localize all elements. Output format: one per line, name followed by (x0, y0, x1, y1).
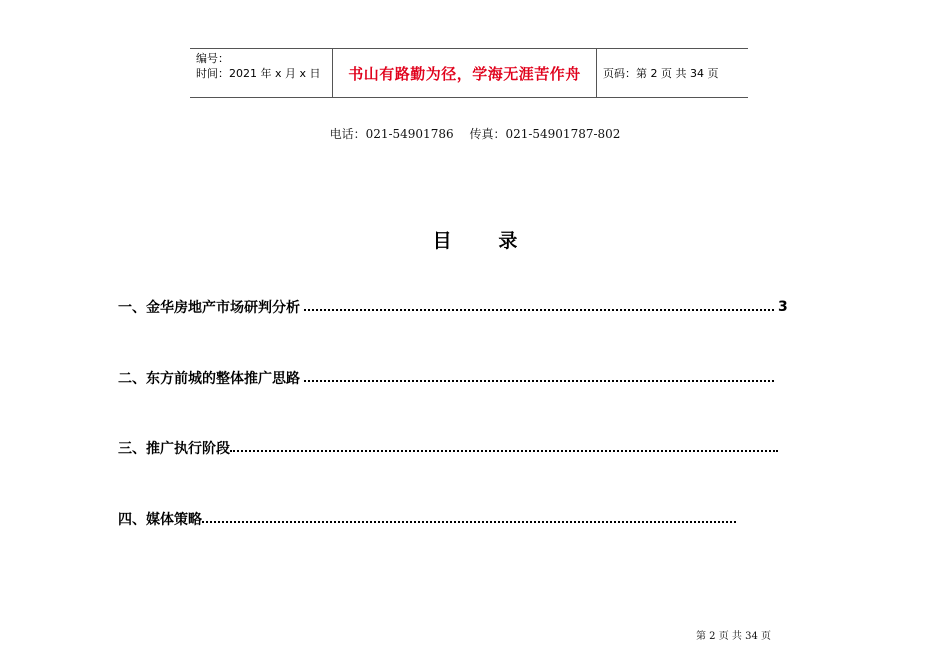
header-meta-cell (190, 49, 333, 97)
header-motto-cell (333, 49, 597, 97)
toc-title-right: 录 (498, 230, 518, 252)
toc-entry-label: 一、金华房地产市场研判分析 (118, 300, 300, 316)
header-page-cell (597, 49, 748, 97)
document-date: 时间：2021 年 x 月 x 日 (196, 67, 321, 80)
contact-line (0, 125, 950, 142)
toc-entry-leader (230, 450, 778, 452)
toc-entry[interactable] (118, 438, 782, 458)
contact-fax: 传真：021-54901787-802 (469, 127, 621, 141)
document-header (190, 48, 748, 98)
header-motto: 书山有路勤为径，学海无涯苦作舟 (348, 64, 581, 83)
toc-entry-label: 三、推广执行阶段 (118, 441, 230, 457)
toc-entry-label: 四、媒体策略 (118, 512, 202, 528)
toc-entry[interactable] (118, 509, 740, 529)
document-number-label: 编号： (196, 52, 229, 65)
toc-title-left: 目 (432, 230, 452, 252)
toc-entry-label: 二、东方前城的整体推广思路 (118, 371, 300, 387)
header-page-info: 页码：第 2 页 共 34 页 (603, 67, 719, 80)
page-footer: 第 2 页 共 34 页 (696, 631, 771, 642)
toc-entry[interactable] (118, 368, 778, 388)
toc-entry-leader (202, 521, 736, 523)
toc-entry-leader (304, 380, 774, 382)
toc-title (0, 226, 950, 253)
toc-entry[interactable] (118, 297, 788, 317)
contact-phone: 电话：021-54901786 (329, 127, 454, 141)
toc-entry-page: 3 (778, 299, 788, 315)
toc-entry-leader (304, 309, 774, 311)
